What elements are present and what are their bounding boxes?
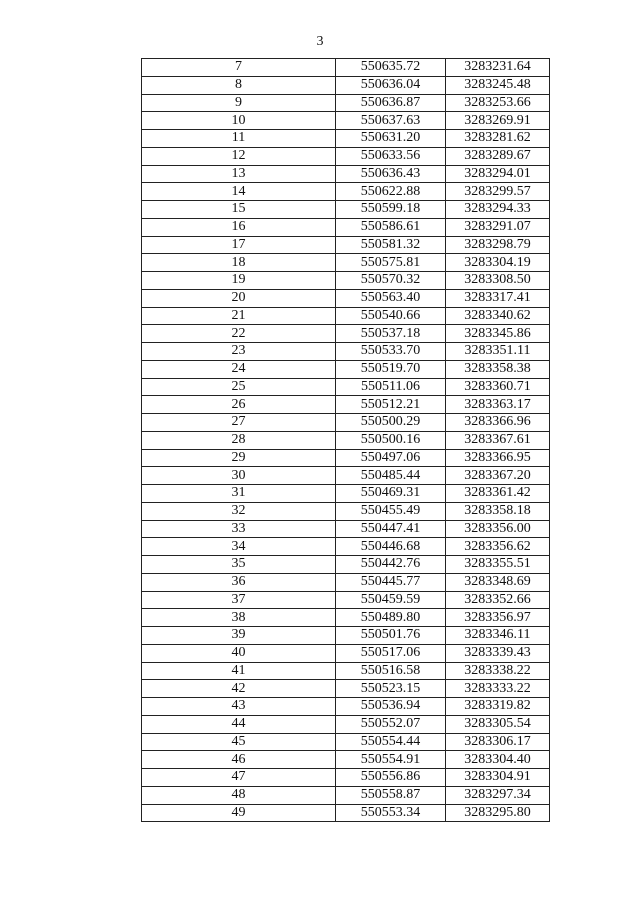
table-row [142,538,550,556]
x-coordinate-cell: 550554.91 [336,751,446,769]
y-coordinate-cell: 3283304.91 [446,769,550,787]
point-number-cell: 17 [142,236,336,254]
y-coordinate-cell: 3283245.48 [446,76,550,94]
point-number-cell: 22 [142,325,336,343]
table-row [142,236,550,254]
y-coordinate-cell: 3283299.57 [446,183,550,201]
point-number-cell: 14 [142,183,336,201]
y-coordinate-cell: 3283294.33 [446,201,550,219]
y-coordinate-cell: 3283348.69 [446,573,550,591]
y-coordinate-cell: 3283298.79 [446,236,550,254]
y-coordinate-cell: 3283289.67 [446,147,550,165]
x-coordinate-cell: 550533.70 [336,343,446,361]
x-coordinate-cell: 550622.88 [336,183,446,201]
point-number-cell: 44 [142,715,336,733]
point-number-cell: 35 [142,556,336,574]
x-coordinate-cell: 550442.76 [336,556,446,574]
table-row [142,289,550,307]
point-number-cell: 41 [142,662,336,680]
x-coordinate-cell: 550455.49 [336,502,446,520]
table-row [142,378,550,396]
x-coordinate-cell: 550635.72 [336,59,446,77]
point-number-cell: 20 [142,289,336,307]
y-coordinate-cell: 3283355.51 [446,556,550,574]
y-coordinate-cell: 3283269.91 [446,112,550,130]
y-coordinate-cell: 3283360.71 [446,378,550,396]
table-row [142,272,550,290]
x-coordinate-cell: 550469.31 [336,485,446,503]
table-row [142,804,550,822]
y-coordinate-cell: 3283291.07 [446,218,550,236]
x-coordinate-cell: 550500.16 [336,431,446,449]
point-number-cell: 42 [142,680,336,698]
x-coordinate-cell: 550512.21 [336,396,446,414]
x-coordinate-cell: 550552.07 [336,715,446,733]
y-coordinate-cell: 3283281.62 [446,130,550,148]
y-coordinate-cell: 3283351.11 [446,343,550,361]
point-number-cell: 24 [142,360,336,378]
y-coordinate-cell: 3283345.86 [446,325,550,343]
table-row [142,360,550,378]
table-row [142,591,550,609]
x-coordinate-cell: 550570.32 [336,272,446,290]
table-row [142,698,550,716]
coordinates-table-body [142,59,550,822]
x-coordinate-cell: 550489.80 [336,609,446,627]
table-row [142,130,550,148]
x-coordinate-cell: 550636.04 [336,76,446,94]
point-number-cell: 38 [142,609,336,627]
table-row [142,414,550,432]
x-coordinate-cell: 550497.06 [336,449,446,467]
point-number-cell: 16 [142,218,336,236]
x-coordinate-cell: 550501.76 [336,627,446,645]
table-row [142,733,550,751]
table-row [142,94,550,112]
y-coordinate-cell: 3283366.96 [446,414,550,432]
table-row [142,218,550,236]
x-coordinate-cell: 550554.44 [336,733,446,751]
x-coordinate-cell: 550517.06 [336,644,446,662]
table-row [142,751,550,769]
table-row [142,343,550,361]
table-row [142,112,550,130]
x-coordinate-cell: 550536.94 [336,698,446,716]
table-row [142,609,550,627]
x-coordinate-cell: 550631.20 [336,130,446,148]
y-coordinate-cell: 3283295.80 [446,804,550,822]
x-coordinate-cell: 550537.18 [336,325,446,343]
point-number-cell: 32 [142,502,336,520]
table-row [142,662,550,680]
table-row [142,644,550,662]
y-coordinate-cell: 3283363.17 [446,396,550,414]
point-number-cell: 45 [142,733,336,751]
point-number-cell: 12 [142,147,336,165]
y-coordinate-cell: 3283358.38 [446,360,550,378]
x-coordinate-cell: 550575.81 [336,254,446,272]
point-number-cell: 15 [142,201,336,219]
x-coordinate-cell: 550500.29 [336,414,446,432]
table-row [142,627,550,645]
point-number-cell: 31 [142,485,336,503]
x-coordinate-cell: 550586.61 [336,218,446,236]
y-coordinate-cell: 3283305.54 [446,715,550,733]
y-coordinate-cell: 3283356.62 [446,538,550,556]
y-coordinate-cell: 3283294.01 [446,165,550,183]
x-coordinate-cell: 550519.70 [336,360,446,378]
table-row [142,165,550,183]
coordinates-table [141,58,550,822]
point-number-cell: 13 [142,165,336,183]
x-coordinate-cell: 550636.87 [336,94,446,112]
x-coordinate-cell: 550516.58 [336,662,446,680]
y-coordinate-cell: 3283366.95 [446,449,550,467]
x-coordinate-cell: 550540.66 [336,307,446,325]
y-coordinate-cell: 3283317.41 [446,289,550,307]
y-coordinate-cell: 3283306.17 [446,733,550,751]
point-number-cell: 36 [142,573,336,591]
point-number-cell: 8 [142,76,336,94]
table-row [142,467,550,485]
y-coordinate-cell: 3283297.34 [446,786,550,804]
y-coordinate-cell: 3283339.43 [446,644,550,662]
x-coordinate-cell: 550636.43 [336,165,446,183]
table-row [142,502,550,520]
point-number-cell: 11 [142,130,336,148]
x-coordinate-cell: 550581.32 [336,236,446,254]
y-coordinate-cell: 3283367.61 [446,431,550,449]
point-number-cell: 27 [142,414,336,432]
y-coordinate-cell: 3283308.50 [446,272,550,290]
y-coordinate-cell: 3283340.62 [446,307,550,325]
table-row [142,396,550,414]
table-row [142,254,550,272]
point-number-cell: 10 [142,112,336,130]
table-row [142,201,550,219]
point-number-cell: 25 [142,378,336,396]
x-coordinate-cell: 550553.34 [336,804,446,822]
x-coordinate-cell: 550633.56 [336,147,446,165]
x-coordinate-cell: 550459.59 [336,591,446,609]
page-number: 3 [316,34,324,49]
table-row [142,556,550,574]
point-number-cell: 21 [142,307,336,325]
y-coordinate-cell: 3283253.66 [446,94,550,112]
point-number-cell: 48 [142,786,336,804]
point-number-cell: 40 [142,644,336,662]
point-number-cell: 39 [142,627,336,645]
y-coordinate-cell: 3283304.19 [446,254,550,272]
point-number-cell: 19 [142,272,336,290]
point-number-cell: 37 [142,591,336,609]
table-row [142,786,550,804]
table-row [142,715,550,733]
table-row [142,485,550,503]
table-row [142,449,550,467]
point-number-cell: 47 [142,769,336,787]
point-number-cell: 7 [142,59,336,77]
table-row [142,307,550,325]
point-number-cell: 33 [142,520,336,538]
point-number-cell: 23 [142,343,336,361]
x-coordinate-cell: 550485.44 [336,467,446,485]
table-row [142,573,550,591]
y-coordinate-cell: 3283231.64 [446,59,550,77]
x-coordinate-cell: 550447.41 [336,520,446,538]
point-number-cell: 46 [142,751,336,769]
y-coordinate-cell: 3283338.22 [446,662,550,680]
table-row [142,769,550,787]
table-row [142,59,550,77]
x-coordinate-cell: 550523.15 [336,680,446,698]
point-number-cell: 29 [142,449,336,467]
x-coordinate-cell: 550558.87 [336,786,446,804]
y-coordinate-cell: 3283358.18 [446,502,550,520]
y-coordinate-cell: 3283352.66 [446,591,550,609]
y-coordinate-cell: 3283319.82 [446,698,550,716]
point-number-cell: 26 [142,396,336,414]
point-number-cell: 43 [142,698,336,716]
y-coordinate-cell: 3283367.20 [446,467,550,485]
point-number-cell: 30 [142,467,336,485]
x-coordinate-cell: 550446.68 [336,538,446,556]
x-coordinate-cell: 550599.18 [336,201,446,219]
point-number-cell: 9 [142,94,336,112]
x-coordinate-cell: 550563.40 [336,289,446,307]
table-row [142,431,550,449]
y-coordinate-cell: 3283304.40 [446,751,550,769]
y-coordinate-cell: 3283346.11 [446,627,550,645]
point-number-cell: 49 [142,804,336,822]
x-coordinate-cell: 550511.06 [336,378,446,396]
x-coordinate-cell: 550556.86 [336,769,446,787]
table-row [142,147,550,165]
x-coordinate-cell: 550445.77 [336,573,446,591]
table-row [142,520,550,538]
y-coordinate-cell: 3283333.22 [446,680,550,698]
table-row [142,76,550,94]
y-coordinate-cell: 3283361.42 [446,485,550,503]
point-number-cell: 34 [142,538,336,556]
x-coordinate-cell: 550637.63 [336,112,446,130]
y-coordinate-cell: 3283356.97 [446,609,550,627]
table-row [142,325,550,343]
table-row [142,183,550,201]
point-number-cell: 18 [142,254,336,272]
y-coordinate-cell: 3283356.00 [446,520,550,538]
table-row [142,680,550,698]
point-number-cell: 28 [142,431,336,449]
